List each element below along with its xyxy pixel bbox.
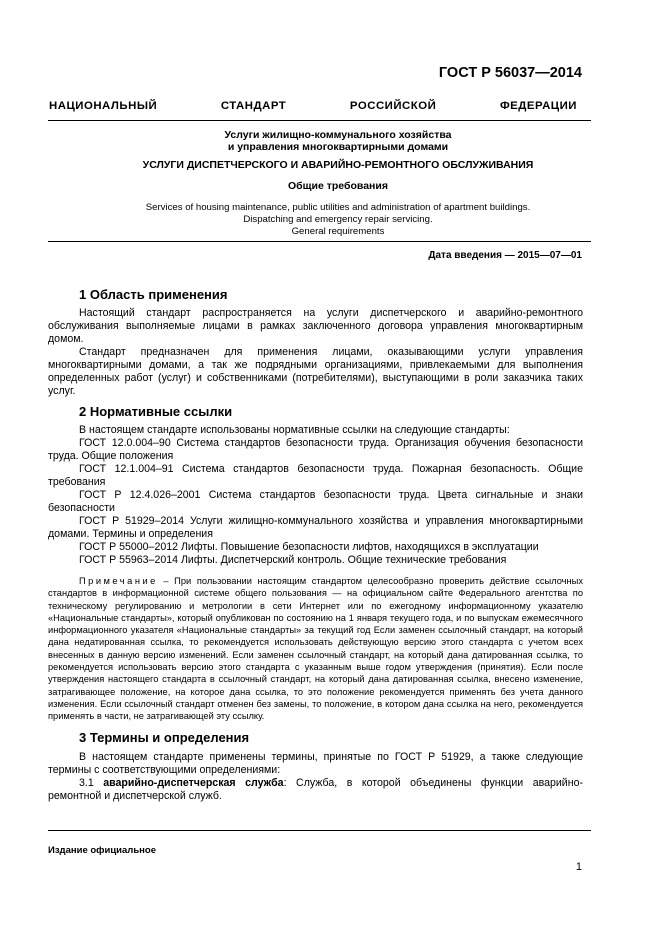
title-line-2: и управления многоквартирными домами — [227, 141, 449, 153]
paragraph: Настоящий стандарт распространяется на услуги диспетчерского и аварийно-ремонтного обслуживания выполняемые лицами в рамках заключенного договора управления многоквартирным домом. — [48, 307, 583, 345]
main-title: УСЛУГИ ДИСПЕТЧЕРСКОГО И АВАРИЙНО-РЕМОНТНОГО ОБСЛУЖИВАНИЯ — [142, 159, 534, 171]
edition-label: Издание официальное — [48, 845, 156, 856]
gost-number: ГОСТ Р 56037—2014 — [438, 65, 582, 81]
section-1-body — [48, 307, 583, 398]
reference-item: ГОСТ Р 55963–2014 Лифты. Диспетчерский контроль. Общие технические требования — [79, 554, 507, 566]
english-title-line-3: General requirements — [291, 226, 385, 237]
paragraph: В настоящем стандарте использованы нормативные ссылки на следующие стандарты: — [79, 424, 510, 436]
english-title — [48, 202, 628, 238]
paragraph: Стандарт предназначен для применения лицами, оказывающими услуги управления многоквартирными домами, а так же подрядными организациями, привлекаемыми для выполнения определенных работ (услуг) и собственниками (потребителями), выступающими в роли заказчика таких услуг. — [48, 346, 583, 397]
term: аварийно-диспетчерская служба — [103, 777, 284, 789]
section-3-body — [48, 751, 583, 803]
term-definition — [48, 777, 583, 803]
reference-item: ГОСТ Р 51929–2014 Услуги жилищно-коммунального хозяйства и управления многоквартирными домами. Термины и определения — [48, 515, 583, 540]
note — [48, 575, 583, 723]
reference-item: ГОСТ 12.0.004–90 Система стандартов безопасности труда. Организация обучения безопасности труда. Общие положения — [48, 437, 583, 462]
note-label: Примечание — [79, 576, 158, 586]
english-title-line-1: Services of housing maintenance, public utilities and administration of apartment buildings. — [145, 202, 531, 213]
term-number: 3.1 — [79, 777, 104, 789]
paragraph: В настоящем стандарте применены термины, принятые по ГОСТ Р 51929, а также следующие термины с соответствующими определениями: — [48, 751, 583, 776]
subtitle: Общие требования — [288, 180, 388, 192]
title-block — [48, 129, 628, 153]
english-title-line-2: Dispatching and emergency repair servicing. — [243, 214, 433, 225]
section-2-body — [48, 424, 583, 567]
national-standard-banner: НАЦИОНАЛЬНЫЙ СТАНДАРТ РОССИЙСКОЙ ФЕДЕРАЦИИ — [49, 100, 577, 112]
divider — [48, 830, 591, 831]
section-1-heading: 1 Область применения — [79, 287, 228, 302]
divider — [48, 120, 591, 121]
section-2-heading: 2 Нормативные ссылки — [79, 404, 233, 419]
title-line-1: Услуги жилищно-коммунального хозяйства — [224, 129, 452, 141]
page-number: 1 — [575, 861, 582, 873]
reference-item: ГОСТ 12.1.004–91 Система стандартов безопасности труда. Пожарная безопасность. Общие требования — [48, 463, 583, 488]
term-definition-text: : Служба, в которой объединены функции аварийно-ремонтной и диспетчерской служб. — [48, 777, 583, 802]
reference-item: ГОСТ Р 55000–2012 Лифты. Повышение безопасности лифтов, находящихся в эксплуатации — [79, 541, 539, 553]
divider — [48, 241, 591, 242]
note-text: – При пользовании настоящим стандартом целесообразно проверить действие ссылочных стандартов в информационной системе общего пользования — на официальном сайте Федерального агентства по техническому регулированию и метрологии в сети Интернет или по ежегодному информационному указателю «Национальные стандарты», который опубликован по состоянию на 1 января текущего года, и по выпускам ежемесячного информационного указателя «Национальные стандарты» за текущий год Если заменен ссылочный стандарт, на который дана недатированная ссылка, то рекомендуется использовать действующую версию этого стандарта с учетом всех внесенных в данную версию изменений. Если заменен ссылочный стандарт, на который дана датированная ссылка, то рекомендуется использовать версию этого стандарта с указанным выше годом утверждения (принятия). Если после утверждения настоящего стандарта в ссылочный стандарт, на который дана датированная ссылка, внесено изменение, затрагивающее положение, на которое дана ссылка, то это положение рекомендуется применять без учета данного изменения. Если ссылочный стандарт отменен без замены, то положение, в котором дана ссылка на него, рекомендуется применять в части, не затрагивающей эту ссылку. — [48, 576, 583, 722]
reference-item: ГОСТ Р 12.4.026–2001 Система стандартов безопасности труда. Цвета сигнальные и знаки безопасности — [48, 489, 583, 514]
effective-date: Дата введения — 2015—07—01 — [428, 250, 582, 261]
section-3-heading: 3 Термины и определения — [79, 730, 250, 745]
